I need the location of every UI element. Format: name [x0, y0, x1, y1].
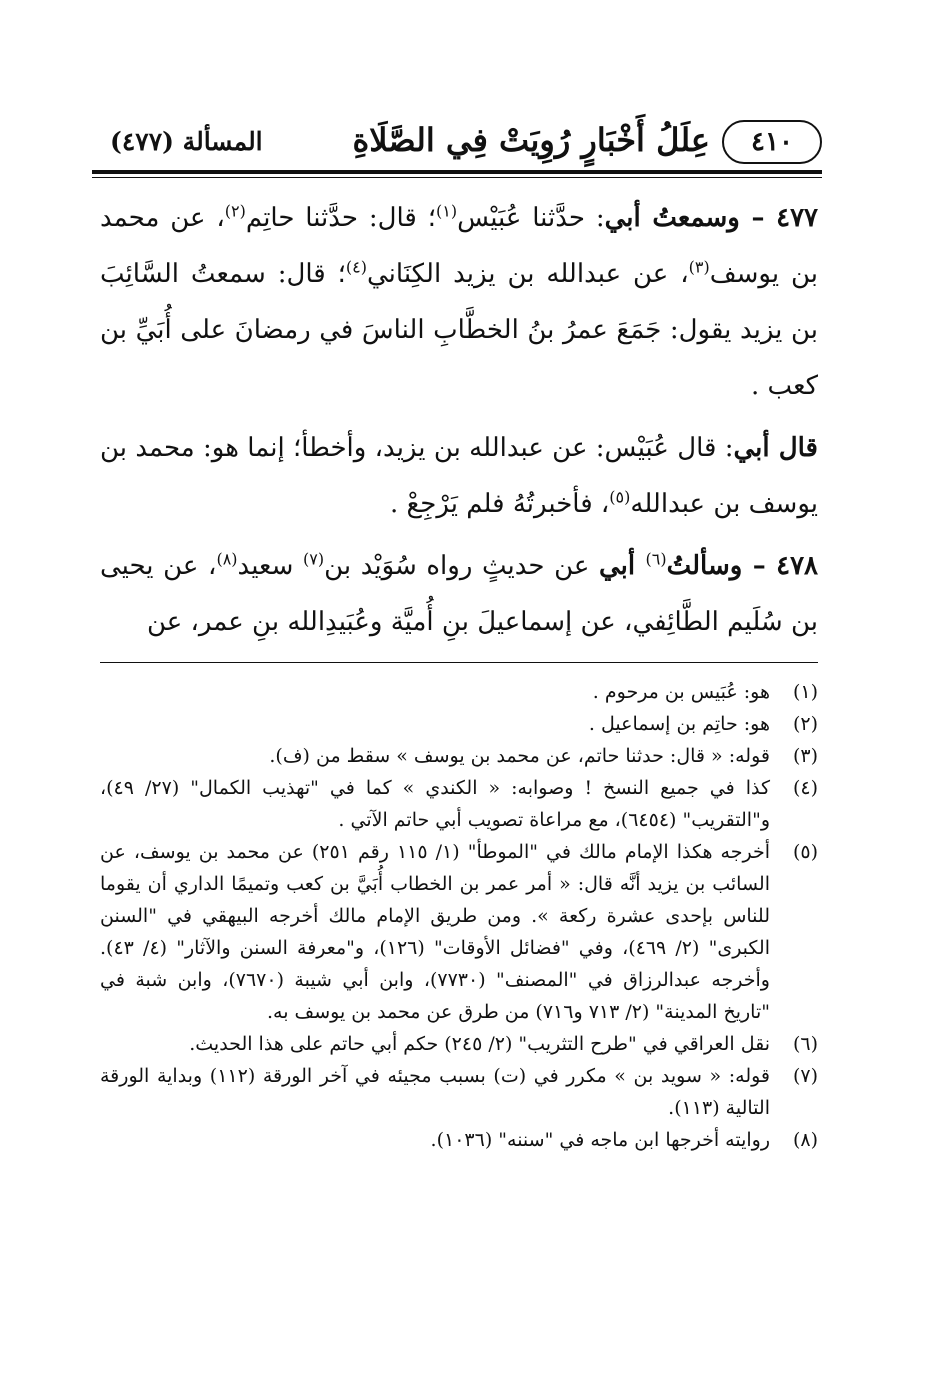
- footnote-text: قوله: « قال: حدثنا حاتم، عن محمد بن يوسف » سقط من (ف).: [269, 745, 770, 767]
- footnote: [100, 740, 818, 772]
- footnote-text: كذا في جميع النسخ ! وصوابه: « الكندي » كما في "تهذيب الكمال" (٢٧/ ٤٩)، و"التقريب" (٦٤٥٤)، مع مراعاة تصويب أبي حاتم الآتي .: [100, 777, 770, 831]
- paragraph-477: [100, 190, 818, 414]
- footnote-ref: (٨): [216, 549, 238, 569]
- footnote: [100, 1060, 818, 1124]
- text-segment: عن حديثٍ رواه سُوَيْد بن: [324, 551, 599, 581]
- text-segment: ، عن عبدالله بن يزيد الكِنَاني: [367, 259, 689, 289]
- footnote-ref: (٣): [688, 257, 710, 277]
- header-rule-thin: [92, 177, 822, 178]
- footnote-number: (٣): [792, 745, 818, 767]
- footnote-ref: (٤): [345, 257, 367, 277]
- page-number: ٤١٠: [722, 120, 822, 164]
- footnote-text: أخرجه هكذا الإمام مالك في "الموطأ" (١/ ١١٥ رقم ٢٥١) عن محمد بن يوسف، عن السائب بن يزيد أنَّه قال: « أمر عمر بن الخطاب أُبَيَّ بن كعب وتميمًا الداري أن يقوما للناس بإحدى عشرة ركعة ». ومن طريق الإمام مالك أخرجه البيهقي في "السنن الكبرى" (٢/ ٤٦٩)، وفي "فضائل الأوقات" (١٢٦)، و"معرفة السنن والآثار" (٤/ ٤٣). وأخرجه عبدالرزاق في "المصنف" (٧٧٣٠)، وابن أبي شيبة (٧٦٧٠)، وابن شبة في "تاريخ المدينة" (٢/ ٧١٣ و٧١٦) من طرق عن محمد بن يوسف به.: [100, 841, 770, 1023]
- page-header: [92, 108, 822, 168]
- footnote: [100, 1028, 818, 1060]
- footnote-text: هو: حاتِم بن إسماعيل .: [588, 713, 770, 735]
- text-segment-bold: أبي: [598, 551, 646, 581]
- footnote: [100, 1124, 818, 1156]
- footnote-text: قوله: « سويد بن » مكرر في (ت) بسبب مجيئه في آخر الورقة (١١٢) وبداية الورقة التالية (١١٣).: [100, 1065, 771, 1119]
- footnote: [100, 676, 818, 708]
- text-segment: : حدَّثنا عُبَيْس: [457, 203, 605, 233]
- footnote-number: (٢): [792, 713, 818, 735]
- footnote-ref: (٥): [609, 487, 631, 507]
- question-number: ٤٧٧ – وسمعتُ أبي: [604, 203, 819, 233]
- paragraph-comment: [100, 420, 818, 532]
- footnote-ref: (٢): [224, 201, 246, 221]
- footnote-ref: (٦): [645, 549, 667, 569]
- text-segment: ، فأخبرتُهُ فلم يَرْجِعْ .: [389, 489, 610, 519]
- footnote-number: (٦): [792, 1033, 818, 1055]
- footnote-ref: (١): [435, 201, 458, 221]
- text-segment: سعيد: [237, 551, 303, 581]
- paragraph-478: [100, 538, 818, 650]
- footnote: [100, 836, 818, 1028]
- comment-lead: قال أبي: [733, 433, 818, 463]
- footnote-number: (٧): [792, 1065, 818, 1087]
- footnote-text: نقل العراقي في "طرح التثريب" (٢/ ٢٤٥) حكم أبي حاتم على هذا الحديث.: [189, 1033, 770, 1055]
- footnote-number: (٤): [792, 777, 818, 799]
- footnote-number: (١): [792, 681, 818, 703]
- question-number: ٤٧٨ – وسألتُ: [666, 551, 819, 581]
- footnote-number: (٨): [792, 1129, 818, 1151]
- text-segment: ؛ قال: سمعتُ السَّائِبَ بن يزيد يقول: جَمَعَ عمرُ بنُ الخطَّابِ الناسَ في رمضانَ على أُبَيِّ بن كعب .: [100, 259, 818, 401]
- text-segment: ، عن يحيى بن سُلَيم الطَّائِفي، عن إسماعيلَ بنِ أُميَّة وعُبَيدِالله بنِ عمر، عن: [100, 551, 818, 637]
- main-text: [100, 190, 818, 656]
- text-segment: ؛ قال: حدَّثنا حاتِم: [245, 203, 436, 233]
- footnote-number: (٥): [792, 841, 818, 863]
- footnote: [100, 708, 818, 740]
- footnote: [100, 772, 818, 836]
- question-label: المسألة (٤٧٧): [110, 127, 263, 156]
- footnote-text: روايته أخرجها ابن ماجه في "سننه" (١٠٣٦).: [430, 1129, 770, 1151]
- footnote-separator: [100, 662, 818, 663]
- footnotes: [100, 676, 818, 1156]
- text-segment: ، عن محمد بن يوسف: [100, 203, 818, 289]
- header-rule-thick: [92, 170, 822, 174]
- footnote-ref: (٧): [302, 549, 325, 569]
- footnote-text: هو: عُبَيس بن مرحوم .: [592, 681, 770, 703]
- text-segment: : قال عُبَيْس: عن عبدالله بن يزيد، وأخطأ؛ إنما هو: محمد بن يوسف بن عبدالله: [100, 433, 818, 519]
- book-title: عِلَلُ أَخْبَارٍ رُوِيَتْ فِي الصَّلَاةِ: [352, 121, 710, 159]
